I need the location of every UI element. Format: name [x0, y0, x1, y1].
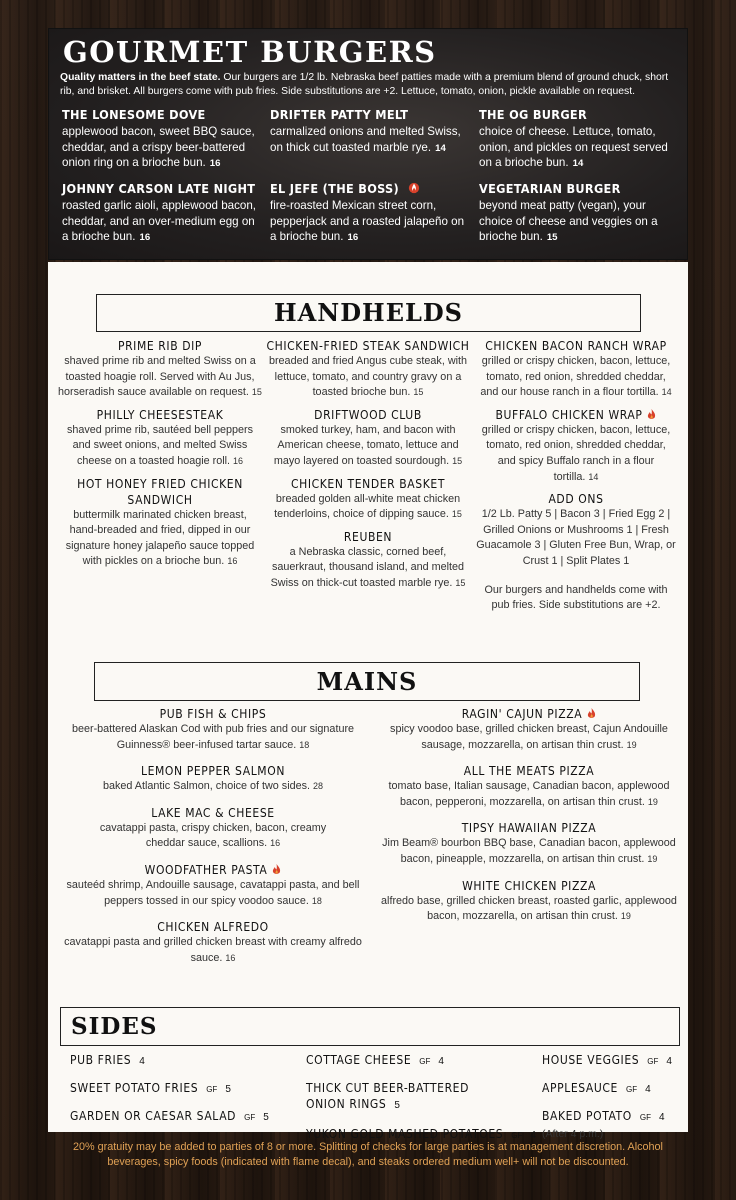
item-price: 19: [626, 739, 637, 750]
side-name: APPLESAUCE: [542, 1081, 618, 1095]
menu-item: [266, 476, 470, 523]
gourmet-burgers-section: [48, 28, 688, 260]
item-price: 15: [546, 232, 558, 244]
menu-item: [58, 476, 262, 570]
side-item: [306, 1052, 444, 1070]
side-price: 5: [263, 1112, 269, 1123]
gluten-free-badge: GF: [419, 1057, 431, 1066]
item-description: baked Atlantic Salmon, choice of two sides. 28: [102, 780, 324, 793]
side-item: [306, 1080, 469, 1114]
footer-disclaimer: 20% gratuity may be added to parties of 8 or more. Splitting of checks for large parties is at management discretion. Alcohol beverages, spicy foods (indicated with flame decal), and steaks ordered medium well+ will not be discounted.: [73, 1141, 663, 1168]
menu-item: [479, 181, 677, 246]
menu-item: [270, 181, 468, 246]
item-price: 19: [620, 911, 631, 922]
item-description: spicy voodoo base, grilled chicken breast, Cajun Andouille sausage, mozzarella, on artisan thin crust. 19: [390, 723, 668, 751]
item-price: 14: [661, 387, 672, 398]
side-price: 4: [139, 1056, 145, 1067]
item-description: tomato base, Italian sausage, Canadian bacon, applewood bacon, pepperoni, mozzarella, on artisan thin crust. 19: [388, 780, 670, 808]
item-price: 14: [435, 142, 446, 154]
menu-item: [376, 878, 682, 925]
side-item: [70, 1080, 231, 1098]
gluten-free-badge: GF: [639, 1113, 651, 1122]
item-price: 19: [647, 853, 658, 864]
item-name: ALL THE MEATS PIZZA: [463, 764, 595, 779]
menu-cream-panel: [48, 262, 688, 1141]
item-price: 16: [233, 455, 244, 466]
item-description: Jim Beam® bourbon BBQ base, Canadian bacon, applewood bacon, pineapple, mozzarella, on artisan thin crust. 19: [382, 837, 676, 865]
menu-item: [62, 181, 260, 246]
item-description: breaded and fried Angus cube steak, with lettuce, tomato, and country gravy on a toasted brioche bun. 15: [268, 355, 468, 399]
item-price: 18: [311, 895, 322, 906]
menu-item: [376, 763, 682, 810]
side-name: PUB FRIES: [70, 1053, 132, 1067]
side-item: [542, 1052, 672, 1070]
item-description: a Nebraska classic, corned beef, sauerkraut, thousand island, and melted Swiss on thick-cut toasted marble rye. 15: [270, 545, 466, 589]
side-item: [542, 1080, 651, 1098]
add-ons-list: 1/2 Lb. Patty 5 | Bacon 3 | Fried Egg 2 | Grilled Onions or Mushrooms 1 | Fresh Guacamole 3 | Gluten Free Bun, Wrap, or Crust 1 | Split Plates 1: [476, 508, 676, 567]
mains-column-right: [376, 706, 682, 931]
item-price: 16: [139, 232, 151, 244]
burgers-intro: [60, 71, 680, 98]
item-name: LEMON PEPPER SALMON: [140, 764, 285, 779]
item-price: 16: [227, 556, 238, 567]
item-description: fire-roasted Mexican street corn, pepperjack and a roasted jalapeño on a brioche bun. 16: [270, 199, 465, 244]
menu-item: [58, 407, 262, 470]
item-description: carmalized onions and melted Swiss, on thick cut toasted marble rye. 14: [270, 125, 461, 154]
item-name: PRIME RIB DIP: [117, 339, 203, 353]
item-price: 16: [225, 952, 236, 963]
item-price: 14: [588, 471, 599, 482]
side-item: [542, 1108, 665, 1142]
burgers-intro-text: Our burgers are 1/2 lb. Nebraska beef patties made with a premium blend of ground chuck, short rib, and brisket. All burgers come with pub fries. Side substitutions are +2. Lettuce, tomato, onion, pickle available on request.: [60, 72, 669, 97]
side-price: 4: [666, 1056, 672, 1067]
item-name: RAGIN' CAJUN PIZZA: [376, 706, 682, 722]
add-ons-title: ADD ONS: [548, 492, 604, 507]
side-price: 5: [225, 1084, 231, 1095]
item-description: cavatappi pasta and grilled chicken breast with creamy alfredo sauce. 16: [64, 936, 362, 964]
item-name: PHILLY CHEESESTEAK: [96, 407, 224, 422]
handhelds-column-2: [266, 338, 470, 598]
flame-icon: [408, 182, 420, 194]
add-ons: [476, 491, 676, 569]
item-name: CHICKEN ALFREDO: [157, 920, 269, 935]
gluten-free-badge: GF: [625, 1085, 638, 1094]
item-price: 15: [251, 387, 262, 398]
side-item: [70, 1052, 145, 1070]
mains-column-left: [60, 706, 366, 972]
menu-item: [479, 107, 677, 172]
item-name: LAKE MAC & CHEESE: [151, 805, 275, 820]
item-description: alfredo base, grilled chicken breast, roasted garlic, applewood bacon, mozzarella, on artisan thin crust. 19: [381, 894, 677, 923]
side-name: THICK CUT BEER-BATTERED: [306, 1081, 470, 1095]
section-title-handhelds: HANDHELDS: [96, 294, 641, 332]
item-description: grilled or crispy chicken, bacon, lettuce, tomato, red onion, shredded cheddar, and our house ranch in a flour tortilla. 14: [480, 355, 672, 399]
burgers-intro-bold: Quality matters in the beef state.: [60, 72, 221, 83]
item-name: EL JEFE (THE BOSS): [270, 181, 468, 197]
gluten-free-badge: GF: [206, 1085, 218, 1094]
menu-item: [270, 107, 468, 156]
gluten-free-badge: GF: [647, 1057, 659, 1066]
menu-item: [60, 805, 366, 852]
item-price: 18: [299, 739, 310, 750]
item-price: 15: [451, 509, 462, 520]
item-name: JOHNNY CARSON LATE NIGHT: [62, 181, 256, 196]
handhelds-column-3: [476, 338, 676, 614]
side-price: 4: [530, 1130, 536, 1141]
menu-item: [60, 706, 366, 753]
menu-item: [476, 407, 676, 485]
side-item: [70, 1108, 269, 1126]
item-description: roasted garlic aioli, applewood bacon, cheddar, and an over-medium egg on a brioche bun. 16: [62, 199, 256, 244]
side-name: COTTAGE CHEESE: [306, 1053, 412, 1067]
side-name-line-2: ONION RINGS: [306, 1097, 387, 1111]
item-name: CHICKEN-FRIED STEAK SANDWICH: [266, 339, 470, 353]
side-name: GARDEN OR CAESAR SALAD: [70, 1109, 237, 1123]
item-name: HOT HONEY FRIED CHICKEN SANDWICH: [77, 476, 243, 507]
menu-item: [476, 338, 676, 401]
item-name: DRIFTER PATTY MELT: [270, 107, 409, 122]
item-name: BUFFALO CHICKEN WRAP: [476, 407, 676, 423]
menu-item: [266, 529, 470, 592]
item-name: VEGETARIAN BURGER: [479, 181, 621, 196]
item-description: beyond meat patty (vegan), your choice of cheese and veggies on a brioche bun. 15: [479, 199, 658, 244]
side-availability-note: (After 4 p.m.): [542, 1128, 604, 1140]
menu-item: [376, 706, 682, 753]
side-price: 4: [438, 1056, 444, 1067]
item-description: shaved prime rib and melted Swiss on a toasted hoagie roll. Served with Au Jus, horseradish sauce available on request. 15: [58, 355, 262, 399]
section-title-burgers: GOURMET BURGERS: [63, 35, 437, 69]
item-description: grilled or crispy chicken, bacon, lettuce, tomato, red onion, shredded cheddar, and spicy Buffalo ranch in a flour tortilla. 14: [481, 423, 671, 483]
side-price: 4: [645, 1084, 651, 1095]
handhelds-note: Our burgers and handhelds come with pub fries. Side substitutions are +2.: [484, 583, 668, 612]
menu-item: [60, 919, 366, 966]
item-price: 15: [455, 577, 466, 588]
item-name: DRIFTWOOD CLUB: [314, 407, 422, 422]
flame-icon: [272, 864, 281, 875]
item-price: 28: [313, 781, 324, 792]
handhelds-column-1: [58, 338, 262, 576]
menu-item: [58, 338, 262, 401]
item-name: TIPSY HAWAIIAN PIZZA: [461, 821, 597, 836]
menu-item: [62, 107, 260, 172]
item-description: applewood bacon, sweet BBQ sauce, cheddar, and a crispy beer-battered onion ring on a brioche bun. 16: [62, 125, 255, 170]
item-price: 16: [347, 232, 359, 244]
item-name: THE OG BURGER: [479, 107, 587, 122]
item-price: 14: [572, 158, 584, 170]
menu-item: [60, 862, 366, 909]
item-name: PUB FISH & CHIPS: [159, 707, 267, 721]
item-description: choice of cheese. Lettuce, tomato, onion, and pickles on request served on a brioche bun. 14: [479, 125, 668, 170]
menu-item: [266, 338, 470, 401]
item-price: 15: [413, 387, 424, 398]
item-description: cavatappi pasta, crispy chicken, bacon, creamy cheddar sauce, scallions. 16: [99, 821, 327, 850]
item-description: beer-battered Alaskan Cod with pub fries and our signature Guinness® beer-infused tartar sauce. 18: [71, 723, 355, 751]
flame-icon: [587, 708, 596, 719]
menu-item: [60, 763, 366, 795]
side-name: YUKON GOLD MASHED POTATOES: [306, 1127, 504, 1141]
side-name: BAKED POTATO: [542, 1109, 632, 1123]
item-description: breaded golden all-white meat chicken tenderloins, choice of dipping sauce. 15: [274, 492, 462, 521]
item-name: CHICKEN TENDER BASKET: [290, 476, 446, 491]
item-description: shaved prime rib, sautéed bell peppers and sweet onions, and melted Swiss cheese on a toasted hoagie roll. 16: [66, 423, 254, 467]
gluten-free-badge: GF: [244, 1113, 256, 1122]
side-name: HOUSE VEGGIES: [542, 1053, 640, 1067]
menu-item: [376, 820, 682, 867]
menu-item: [266, 407, 470, 470]
item-price: 16: [209, 158, 221, 170]
item-description: buttermilk marinated chicken breast, hand-breaded and fried, dipped in our signature honey jalapeño sauce topped with pickles on a brioche bun. 16: [65, 508, 255, 568]
item-price: 19: [647, 796, 658, 807]
side-price: 5: [394, 1100, 400, 1111]
side-price: 4: [658, 1112, 665, 1123]
section-title-mains: MAINS: [94, 662, 640, 701]
item-description: sauteéd shrimp, Andouille sausage, cavatappi pasta, and bell peppers tossed in our spicy voodoo sauce. 18: [66, 878, 360, 907]
side-name: SWEET POTATO FRIES: [70, 1081, 199, 1095]
gluten-free-badge: GF: [511, 1131, 523, 1140]
item-price: 16: [270, 838, 281, 849]
item-name: THE LONESOME DOVE: [62, 107, 206, 122]
item-name: WOODFATHER PASTA: [60, 862, 366, 878]
flame-icon: [647, 409, 656, 420]
item-name: WHITE CHICKEN PIZZA: [462, 878, 596, 893]
item-description: smoked turkey, ham, and bacon with American cheese, tomato, lettuce and mayo layered on toasted sourdough. 15: [273, 423, 463, 467]
menu-page: [48, 28, 688, 1141]
item-name: CHICKEN BACON RANCH WRAP: [485, 339, 667, 353]
section-title-sides: SIDES: [60, 1007, 680, 1046]
item-name: REUBEN: [343, 529, 393, 544]
item-price: 15: [452, 455, 463, 466]
